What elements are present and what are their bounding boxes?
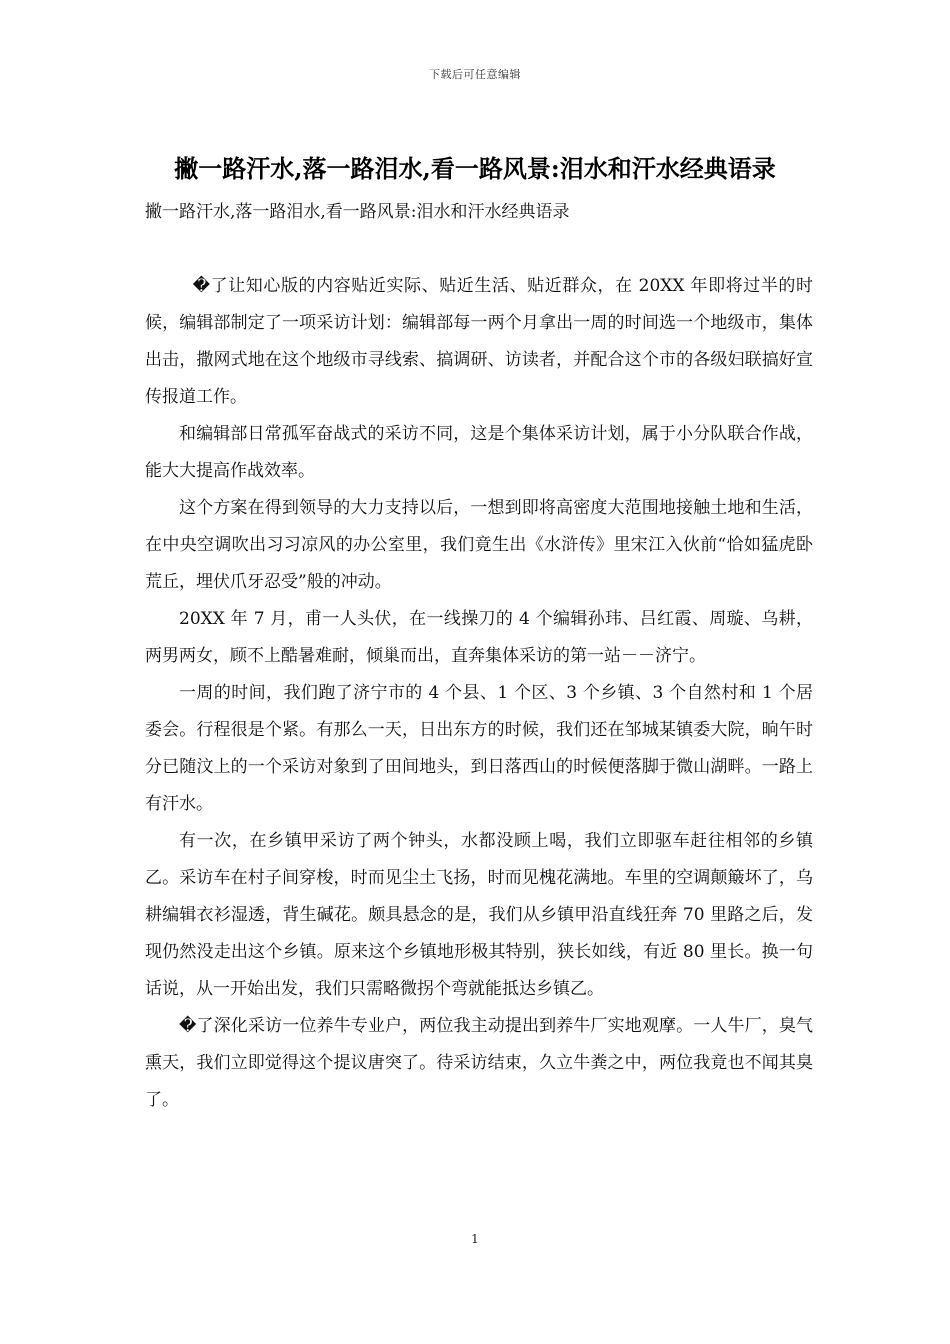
- paragraph-6: 有一次，在乡镇甲采访了两个钟头，水都没顾上喝，我们立即驱车赶往相邻的乡镇乙。采访车在村子间穿梭，时而见尘土飞扬，时而见槐花满地。车里的空调颠簸坏了，乌耕编辑衣衫湿透，背生碱花。颇具悬念的是，我们从乡镇甲沿直线狂奔 70 里路之后，发现仍然没走出这个乡镇。原来这个乡镇地形极其特别，狭长如线，有近 80 里长。换一句话说，从一开始出发，我们只需略微拐个弯就能抵达乡镇乙。: [145, 831, 813, 999]
- header-note: 下载后可任意编辑: [429, 68, 521, 81]
- paragraph-5: 一周的时间，我们跑了济宁市的 4 个县、1 个区、3 个乡镇、3 个自然村和 1 个居委会。行程很是个紧。有那么一天，日出东方的时候，我们还在邹城某镇委大院，晌午时分已随汶上的一个采访对象到了田间地头，到日落西山的时候便落脚于微山湖畔。一路上有汗水。: [145, 683, 813, 814]
- document-title: 撇一路汗水,落一路泪水,看一路风景:泪水和汗水经典语录: [174, 154, 776, 183]
- paragraph-1: �了让知心版的内容贴近实际、贴近生活、贴近群众，在 20XX 年即将过半的时候，编辑部制定了一项采访计划：编辑部每一两个月拿出一周的时间选一个地级市，集体出击，撒网式地在这个地级市寻线索、搞调研、访读者，并配合这个市的各级妇联搞好宣传报道工作。: [145, 276, 813, 407]
- paragraph-3: 这个方案在得到领导的大力支持以后，一想到即将高密度大范围地接触土地和生活，在中央空调吹出习习凉风的办公室里，我们竟生出《水浒传》里宋江入伙前“恰如猛虎卧荒丘，埋伏爪牙忍受”般的冲动。: [145, 498, 813, 592]
- document-subtitle: 撇一路汗水,落一路泪水,看一路风景:泪水和汗水经典语录: [145, 202, 570, 222]
- paragraph-4: 20XX 年 7 月，甫一人头伏，在一线操刀的 4 个编辑孙玮、吕红霞、周璇、乌耕，两男两女，顾不上酷暑难耐，倾巢而出，直奔集体采访的第一站－－济宁。: [145, 609, 813, 666]
- document-body: [145, 268, 813, 1119]
- page-number: 1: [471, 1232, 479, 1246]
- paragraph-7: �了深化采访一位养牛专业户，两位我主动提出到养牛厂实地观摩。一人牛厂，臭气熏天，我们立即觉得这个提议唐突了。待采访结束，久立牛粪之中，两位我竟也不闻其臭了。: [145, 1016, 813, 1110]
- paragraph-2: 和编辑部日常孤军奋战式的采访不同，这是个集体采访计划，属于小分队联合作战，能大大提高作战效率。: [145, 424, 813, 481]
